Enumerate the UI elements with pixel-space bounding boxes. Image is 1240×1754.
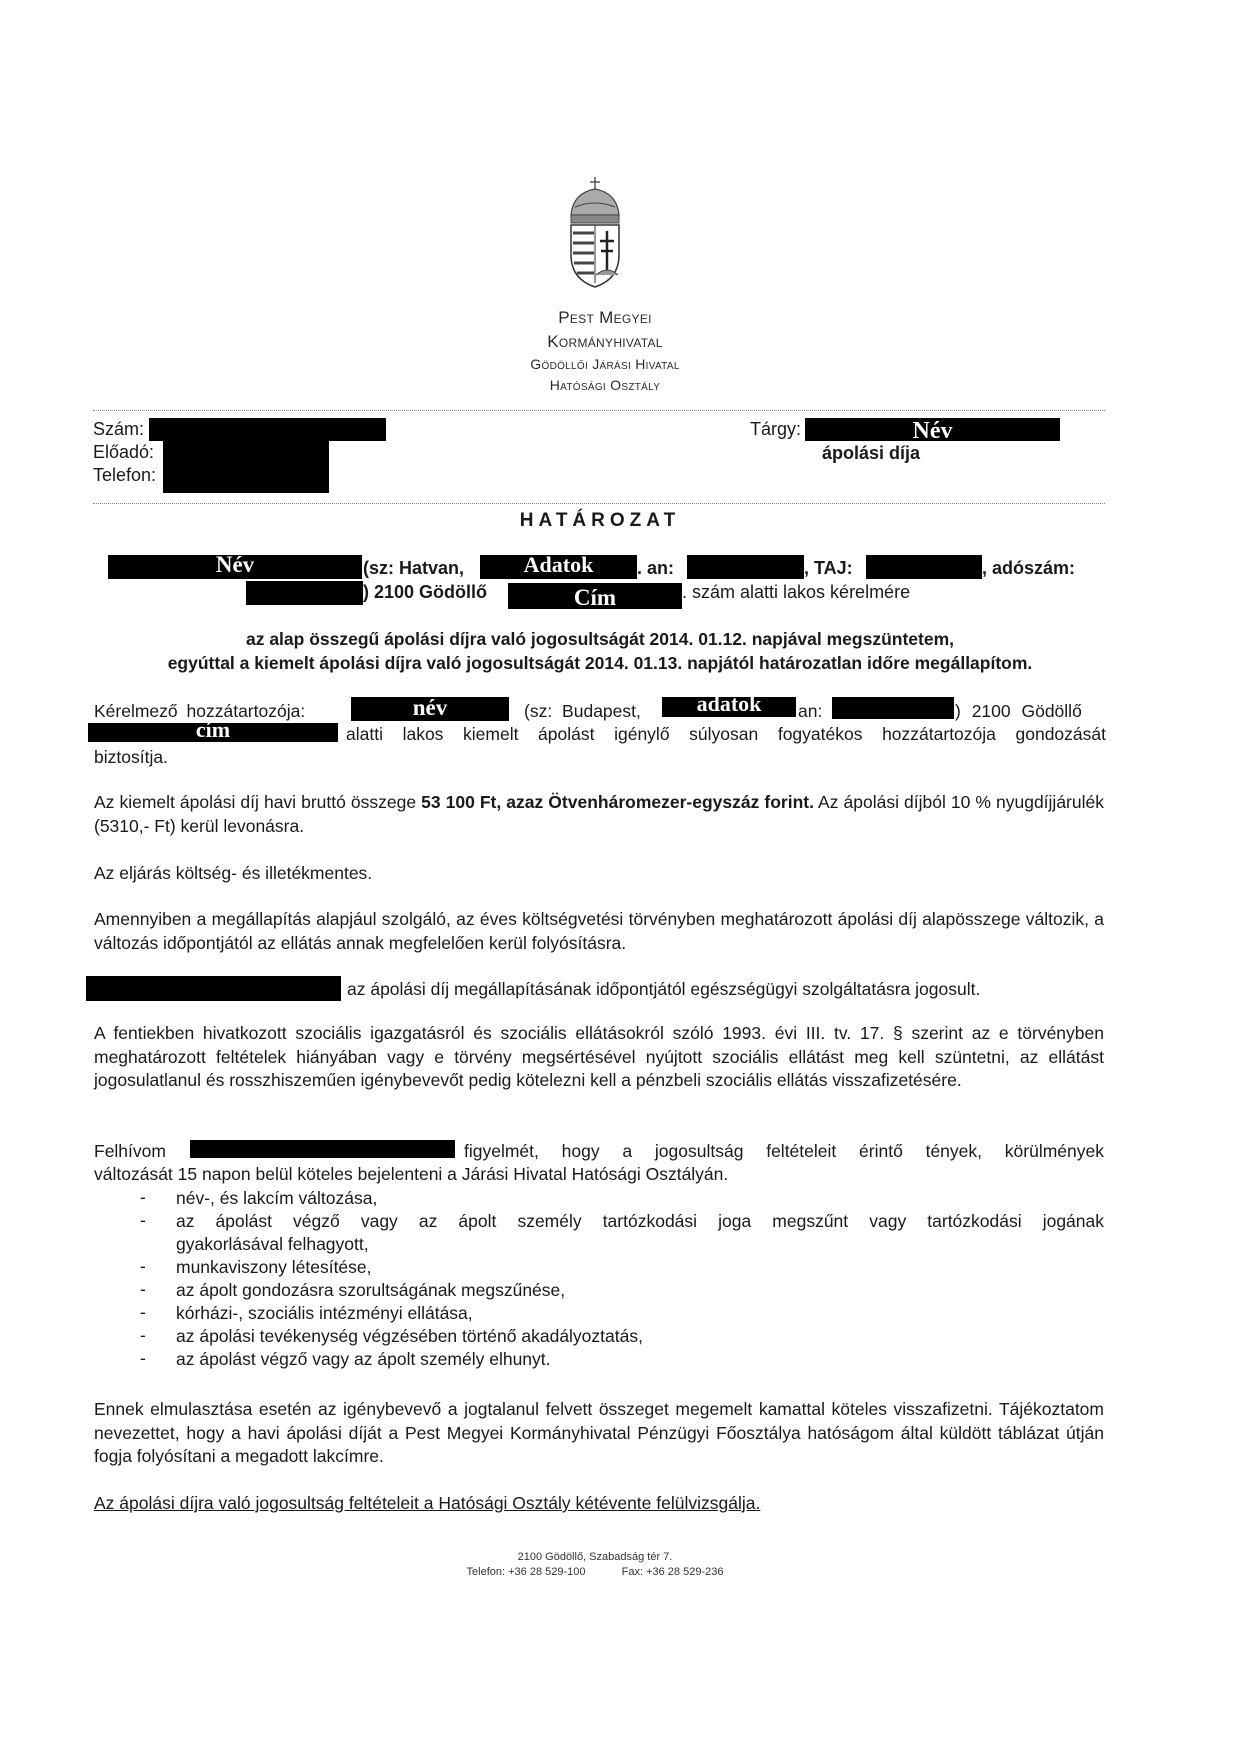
amount-paragraph (94, 791, 1104, 838)
redacted-relative-address: cím (88, 723, 338, 742)
footer-address: 2100 Gödöllő, Szabadság tér 7. (517, 1551, 673, 1563)
relative-label: Kérelmező hozzátartozója: (94, 701, 306, 721)
call-pre-text: Felhívom (94, 1141, 166, 1161)
org-name-line4: Hatósági Osztály (549, 377, 661, 393)
list-dash: - (140, 1348, 146, 1368)
redacted-relative-mother (832, 697, 954, 719)
szam-label: Szám: (93, 419, 145, 439)
redacted-relative-data: adatok (662, 697, 796, 717)
amount-bold: 53 100 Ft, azaz Ötvenháromezer-egyszáz forint. (421, 792, 814, 812)
list-dash: - (140, 1279, 146, 1299)
list-item: munkaviszony létesítése, (176, 1257, 372, 1277)
list-item: név-, és lakcím változása, (176, 1188, 378, 1208)
decision-line1: az alap összegű ápolási díjra való jogosultságát 2014. 01.12. napjával megszüntetem, (245, 629, 955, 649)
header-divider (93, 410, 1105, 411)
list-item: kórházi-, szociális intézményi ellátása, (176, 1303, 473, 1323)
footer-phone: Telefon: +36 28 529-100 (466, 1566, 586, 1578)
relative-an-text: an: (798, 701, 823, 721)
redacted-adoszam (246, 581, 363, 605)
redacted-health-name (86, 976, 341, 1001)
call-post-text: figyelmét, hogy a jogosultság feltételeit érintő tények, körülmények (464, 1141, 1104, 1161)
review-note: Az ápolási díjra való jogosultság feltételeit a Hatósági Osztály kétévente felülvizsgálja. (94, 1493, 761, 1513)
intro-taj-text: , TAJ: (804, 558, 853, 578)
list-item: gyakorlásával felhagyott, (176, 1234, 369, 1254)
redacted-applicant-name: Név (108, 555, 362, 579)
telefon-label: Telefon: (93, 465, 157, 485)
list-item: az ápolási tevékenység végzésében történő akadályoztatás, (176, 1326, 643, 1346)
intro-tail-text: . szám alatti lakos kérelmére (682, 582, 911, 602)
intro-an-text: . an: (637, 558, 675, 578)
redacted-szam (149, 418, 386, 441)
list-dash: - (140, 1325, 146, 1345)
relative-sz-text: (sz: Budapest, (524, 701, 641, 721)
org-name-line1: Pest Megyei (558, 308, 652, 327)
list-dash: - (140, 1256, 146, 1276)
org-name-line3: Gödöllői Járási Hivatal (530, 356, 680, 372)
fee-paragraph: Az eljárás költség- és illetékmentes. (94, 863, 373, 883)
penalty-paragraph: Ennek elmulasztása esetén az igénybevevő a jogtalanul felvett összeget megemelt kamattal köteles visszafizetni. Tájékoztatom nevezettet, hogy a havi ápolási díját a Pest Megyei Kormányhivatal Pénzügyi Főosztálya hatóságom által küldött táblázat útján fogja folyósítani a megadott lakcímre. (94, 1399, 1104, 1466)
call-line2-text: változását 15 napon belül köteles bejelenteni a Járási Hivatal Hatósági Osztályán. (94, 1164, 729, 1184)
intro-city-text: ) 2100 Gödöllő (363, 582, 488, 602)
health-text: az ápolási díj megállapításának időpontjától egészségügyi szolgáltatásra jogosult. (347, 979, 981, 999)
list-item: az ápolt gondozásra szorultságának megszűnése, (176, 1280, 566, 1300)
list-dash: - (140, 1187, 146, 1207)
decision-line2: egyúttal a kiemelt ápolási díjra való jogosultságát 2014. 01.13. napjától határozatlan időre megállapítom. (167, 653, 1033, 673)
document-title: HATÁROZAT (519, 510, 681, 531)
redacted-targy-name: Név (805, 418, 1060, 441)
org-name-line2: Kormányhivatal (547, 332, 663, 351)
law-paragraph: A fentiekben hivatkozott szociális igazgatásról és szociális ellátásokról szóló 1993. évi III. tv. 17. § szerint az e törvényben meghatározott feltételek hiányában vagy e törvény megsértésével nyújtott szociális ellátást meg kell szüntetni, az ellátást jogosulatlanul és rosszhiszeműen igénybevevőt pedig kötelezni kell a pénzbeli szociális ellátás visszafizetésére. (94, 1023, 1104, 1090)
list-dash: - (140, 1210, 146, 1230)
targy-value: ápolási díja (822, 443, 921, 463)
redacted-applicant-data: Adatok (480, 555, 637, 579)
eloado-label: Előadó: (93, 442, 155, 462)
coat-of-arms-icon (565, 175, 625, 290)
change-paragraph: Amennyiben a megállapítás alapjául szolgáló, az éves költségvetési törvényben meghatározott ápolási díj alapösszege változik, a változás időpontjától az ellátás annak megfelelően kerül folyósításra. (94, 909, 1104, 953)
list-item: az ápolást végző vagy az ápolt személy elhunyt. (176, 1349, 551, 1369)
relative-city-text: ) 2100 Gödöllő (955, 701, 1082, 721)
relative-end-text: biztosítja. (94, 747, 168, 767)
targy-label: Tárgy: (750, 419, 802, 439)
intro-sz-text: (sz: Hatvan, (363, 558, 465, 578)
footer-contact (0, 1566, 1190, 1578)
intro-adoszam-text: , adószám: (982, 558, 1076, 578)
redacted-call-name (190, 1140, 455, 1158)
redacted-mother-name (687, 555, 804, 579)
redacted-applicant-address: Cím (508, 583, 682, 609)
amount-post: Az ápolási díjból 10 % nyugdíjjárulék (5310,- Ft) kerül levonásra. (94, 792, 1104, 836)
footer-fax: Fax: +36 28 529-236 (621, 1566, 724, 1578)
redacted-taj (866, 555, 982, 579)
list-item: az ápolást végző vagy az ápolt személy tartózkodási joga megszűnt vagy tartózkodási jogának (176, 1211, 1104, 1231)
meta-divider (93, 503, 1105, 504)
relative-rest-text: alatti lakos kiemelt ápolást igénylő súlyosan fogyatékos hozzátartozója gondozását (346, 724, 1106, 744)
redacted-relative-name: név (351, 697, 509, 721)
amount-pre: Az kiemelt ápolási díj havi bruttó összege (94, 792, 422, 812)
list-dash: - (140, 1302, 146, 1322)
redacted-eloado-telefon (163, 441, 329, 493)
